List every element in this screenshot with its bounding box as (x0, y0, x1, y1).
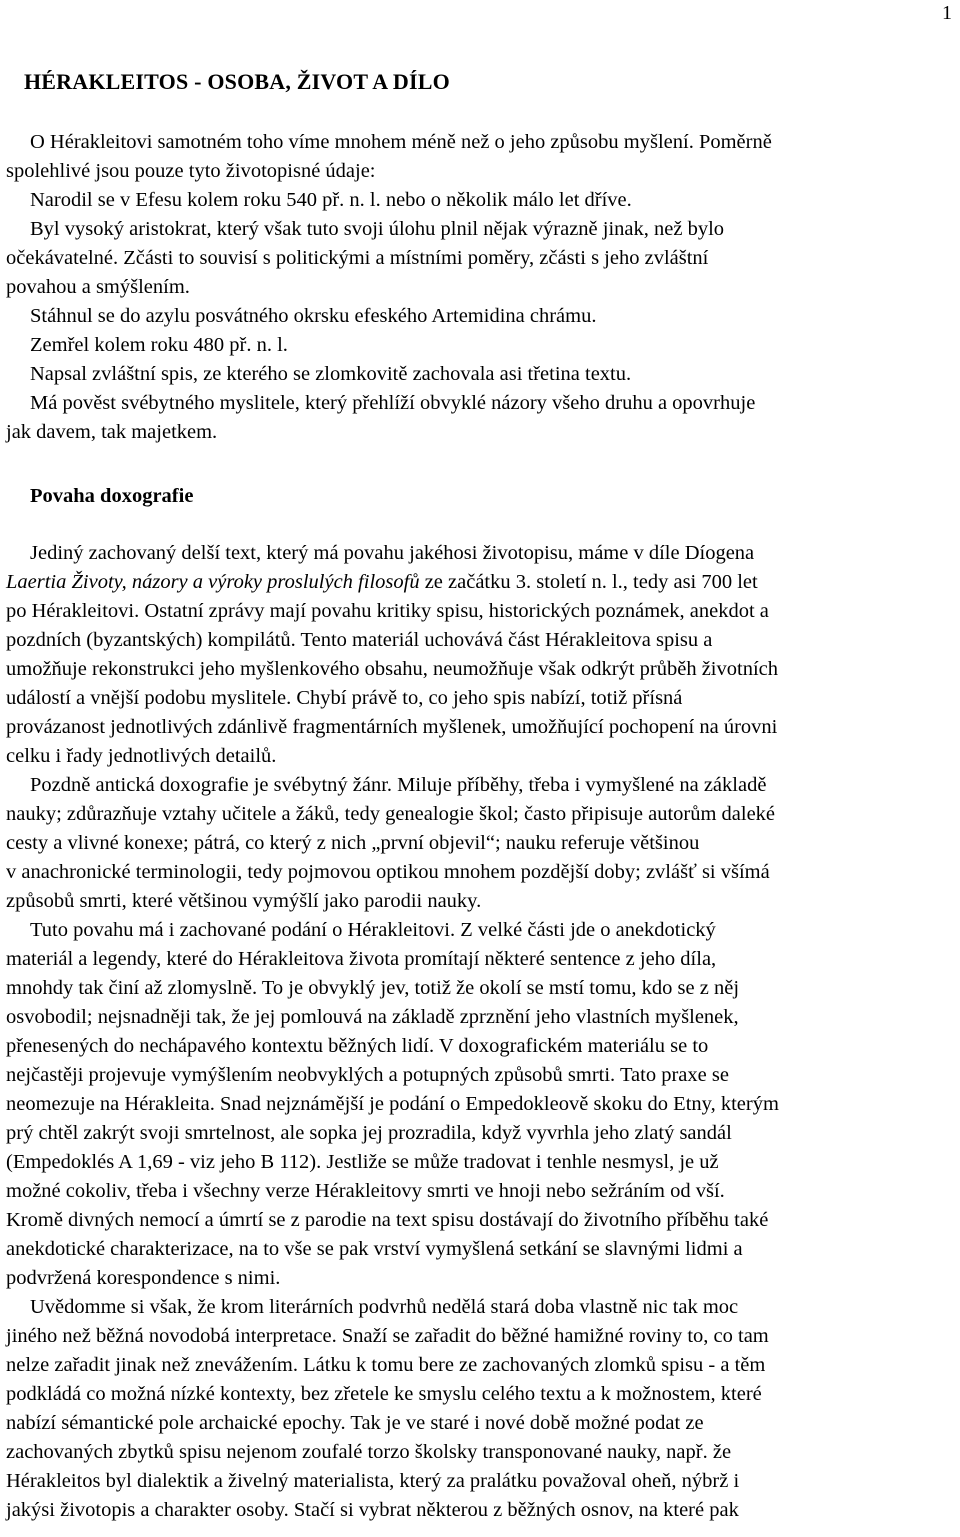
paragraph-line: mnohdy tak činí až zlomyslně. To je obvyklý jev, totiž že okolí se mstí tomu, kdo se z něj (6, 977, 740, 999)
paragraph-line: podvržená korespondence s nimi. (6, 1267, 281, 1289)
paragraph-line: celku i řady jednotlivých detailů. (6, 745, 277, 767)
paragraph-line: umožňuje rekonstrukci jeho myšlenkového obsahu, neumožňuje však odkrýt průběh životních (6, 658, 778, 680)
paragraph-line: Kromě divných nemocí a úmrtí se z parodie na text spisu dostávají do životního příběhu také (6, 1209, 769, 1231)
paragraph-line: anekdotické charakterizace, na to vše se pak vrství vymyšlená setkání se slavnými lidmi a (6, 1238, 743, 1260)
intro-line: Napsal zvláštní spis, ze kterého se zlomkovitě zachovala asi třetina textu. (30, 363, 632, 385)
paragraph-line: v anachronické terminologii, tedy pojmovou optikou mnohem pozdější doby; zvlášť si všímá (6, 861, 770, 883)
paragraph-line: Pozdně antická doxografie je svébytný žánr. Miluje příběhy, třeba i vymyšlené na základě (30, 774, 767, 796)
paragraph-line: Jediný zachovaný delší text, který má povahu jakéhosi životopisu, máme v díle Díogena (30, 542, 755, 564)
paragraph-line: po Hérakleitovi. Ostatní zprávy mají povahu kritiky spisu, historických poznámek, anekdot a (6, 600, 769, 622)
paragraph-line: prý chtěl zakrýt svoji smrtelnost, ale sopka jej prozradila, když vyvrhla jeho zlatý sandál (6, 1122, 732, 1144)
intro-line: povahou a smýšlením. (6, 276, 190, 298)
paragraph-line: Tuto povahu má i zachované podání o Hérakleitovi. Z velké části jde o anekdotický (30, 919, 716, 941)
paragraph-line: nelze zařadit jinak než znevážením. Látku k tomu bere ze zachovaných zlomků spisu - a těm (6, 1354, 766, 1376)
paragraph-line: způsobů smrti, které většinou vymýšlí jako parodii nauky. (6, 890, 482, 912)
intro-line: O Hérakleitovi samotném toho víme mnohem méně než o jeho způsobu myšlení. Poměrně (30, 131, 772, 153)
paragraph-line: Hérakleitos byl dialektik a živelný materialista, který za pralátku považoval oheň, nýbrž i (6, 1470, 740, 1492)
paragraph-line: nejčastěji projevuje vymýšlením neobvyklých a potupných způsobů smrti. Tato praxe se (6, 1064, 729, 1086)
intro-line: jak davem, tak majetkem. (6, 421, 218, 443)
page-number: 1 (942, 2, 952, 24)
paragraph-line: podkládá co možná nízké kontexty, bez zřetele ke smyslu celého textu a k možnostem, které (6, 1383, 762, 1405)
intro-line: Narodil se v Efesu kolem roku 540 př. n. l. nebo o několik málo let dříve. (30, 189, 632, 211)
paragraph-line: nauky; zdůrazňuje vztahy učitele a žáků, tedy genealogie škol; často připisuje autorům daleké (6, 803, 776, 825)
paragraph-line (6, 568, 956, 597)
intro-line: Má pověst svébytného myslitele, který přehlíží obvyklé názory všeho druhu a opovrhuje (30, 392, 756, 414)
paragraph-line: provázanost jednotlivých zdánlivě fragmentárních myšlenek, umožňující pochopení na úrovni (6, 716, 778, 738)
section-heading: Povaha doxografie (30, 485, 194, 507)
intro-line: Stáhnul se do azylu posvátného okrsku efeského Artemidina chrámu. (30, 305, 597, 327)
intro-block (6, 128, 956, 447)
paragraph-line: Uvědomme si však, že krom literárních podvrhů nedělá stará doba vlastně nic tak moc (30, 1296, 739, 1318)
paragraph-line: (Empedoklés A 1,69 - viz jeho B 112). Jestliže se může tradovat i tenhle nesmysl, je už (6, 1151, 719, 1173)
paragraph-line: cesty a vlivné konexe; pátrá, co který z nich „první objevil“; nauku referuje většinou (6, 832, 700, 854)
body-text (6, 539, 956, 1525)
paragraph-line: možné cokoliv, třeba i všechny verze Hérakleitovy smrti ve hnoji nebo sežráním od vší. (6, 1180, 725, 1202)
paragraph-line: přenesených do nechápavého kontextu běžných lidí. V doxografickém materiálu se to (6, 1035, 709, 1057)
paragraph-line: událostí a vnější podobu myslitele. Chybí právě to, co jeho spis nabízí, totiž přísná (6, 687, 683, 709)
intro-line: očekávatelné. Zčásti to souvisí s politickými a místními poměry, zčásti s jeho zvláštní (6, 247, 709, 269)
paragraph-line: materiál a legendy, které do Hérakleitova života promítají některé sentence z jeho díla, (6, 948, 717, 970)
paragraph-line: osvobodil; nejsnadněji tak, že jej pomlouvá na základě zprznění jeho vlastních myšlenek, (6, 1006, 739, 1028)
paragraph-line: zachovaných zbytků spisu nejenom zoufalé torzo školsky transponované nauky, např. že (6, 1441, 732, 1463)
paragraph-line-rest: ze začátku 3. století n. l., tedy asi 700 let (419, 571, 758, 593)
paragraph-line: neomezuje na Hérakleita. Snad nejznámější je podání o Empedokleově skoku do Etny, kterým (6, 1093, 779, 1115)
paragraph-line: nabízí sémantické pole archaické epochy. Tak je ve staré i nové době možné podat ze (6, 1412, 704, 1434)
paragraph-line: jiného než běžná novodobá interpretace. Snaží se zařadit do běžné hamižné roviny to, co tam (6, 1325, 769, 1347)
book-title: Laertia Životy, názory a výroky proslulých filosofů (6, 571, 420, 593)
paragraph-line: pozdních (byzantských) kompilátů. Tento materiál uchovává část Hérakleitova spisu a (6, 629, 713, 651)
document-title: HÉRAKLEITOS - OSOBA, ŽIVOT A DÍLO (24, 69, 450, 94)
paragraph-line: jakýsi životopis a charakter osoby. Stačí si vybrat některou z běžných osnov, na které pak (6, 1499, 739, 1521)
intro-line: spolehlivé jsou pouze tyto životopisné údaje: (6, 160, 376, 182)
intro-line: Zemřel kolem roku 480 př. n. l. (30, 334, 288, 356)
intro-line: Byl vysoký aristokrat, který však tuto svoji úlohu plnil nějak výrazně jinak, než bylo (30, 218, 725, 240)
